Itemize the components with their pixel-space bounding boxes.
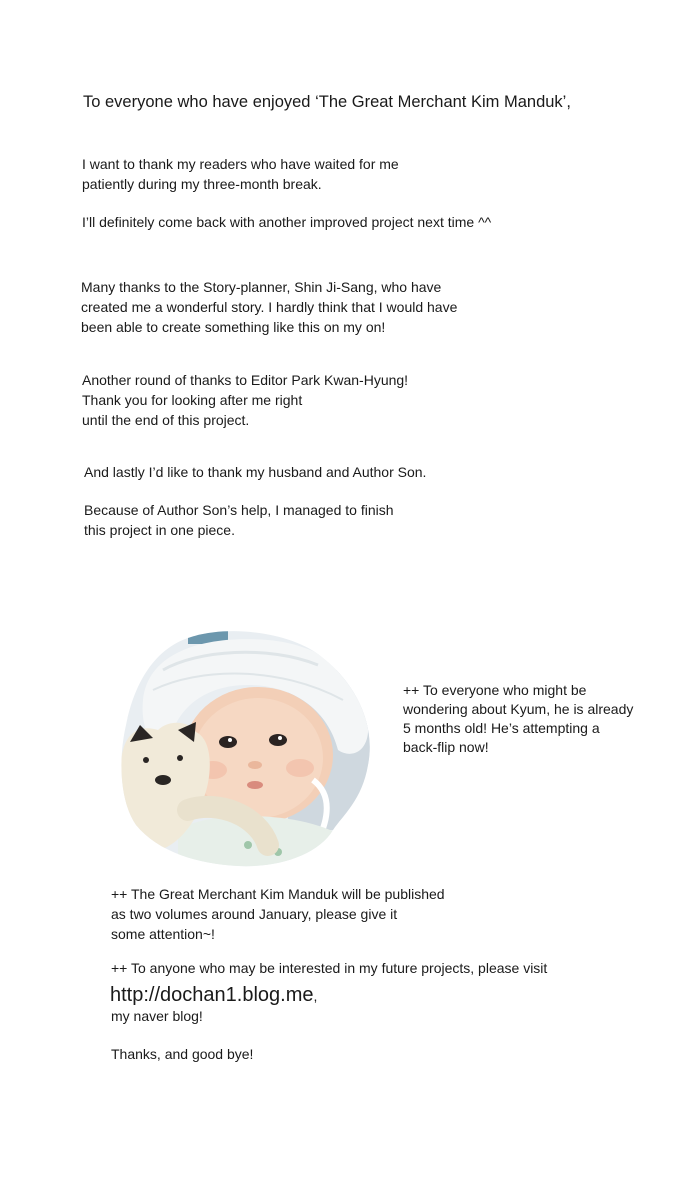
paragraph-line: Because of Author Son’s help, I managed to finish [84, 502, 394, 518]
paragraph-line: patiently during my three-month break. [82, 176, 322, 192]
photo-note-line: back-flip now! [403, 739, 489, 755]
photo-note-line: 5 months old! He’s attempting a [403, 720, 600, 736]
paragraph-line: until the end of this project. [82, 412, 250, 428]
paragraph-line: been able to create something like this on my on! [81, 319, 386, 335]
publish-note-line: as two volumes around January, please give it [111, 906, 398, 922]
paragraph-line: I want to thank my readers who have waited for me [82, 156, 399, 172]
letter-title: To everyone who have enjoyed ‘The Great Merchant Kim Manduk’, [83, 93, 571, 111]
photo-note-line: wondering about Kyum, he is already [403, 701, 634, 717]
paragraph-line: Thank you for looking after me right [82, 392, 303, 408]
publish-note-line: some attention~! [111, 926, 215, 942]
paragraph-line: And lastly I’d like to thank my husband and Author Son. [84, 464, 427, 480]
paragraph-line: I’ll definitely come back with another improved project next time ^^ [82, 214, 492, 230]
paragraph-line: this project in one piece. [84, 522, 235, 538]
url-comma: , [313, 988, 318, 1004]
blog-note: my naver blog! [111, 1008, 203, 1024]
blog-url-link[interactable]: http://dochan1.blog.me [110, 984, 314, 1006]
paragraph-line: Another round of thanks to Editor Park Kwan-Hyung! [82, 372, 409, 388]
paragraph-line: Many thanks to the Story-planner, Shin Ji-Sang, who have [81, 279, 442, 295]
publish-note-line: ++ The Great Merchant Kim Manduk will be published [111, 886, 445, 902]
photo-note-line: ++ To everyone who might be [403, 682, 587, 698]
future-projects-note: ++ To anyone who may be interested in my future projects, please visit [111, 960, 548, 976]
paragraph-line: created me a wonderful story. I hardly think that I would have [81, 299, 458, 315]
baby-photo [118, 630, 378, 870]
goodbye-text: Thanks, and good bye! [111, 1046, 254, 1062]
blog-url-line [110, 983, 317, 1008]
